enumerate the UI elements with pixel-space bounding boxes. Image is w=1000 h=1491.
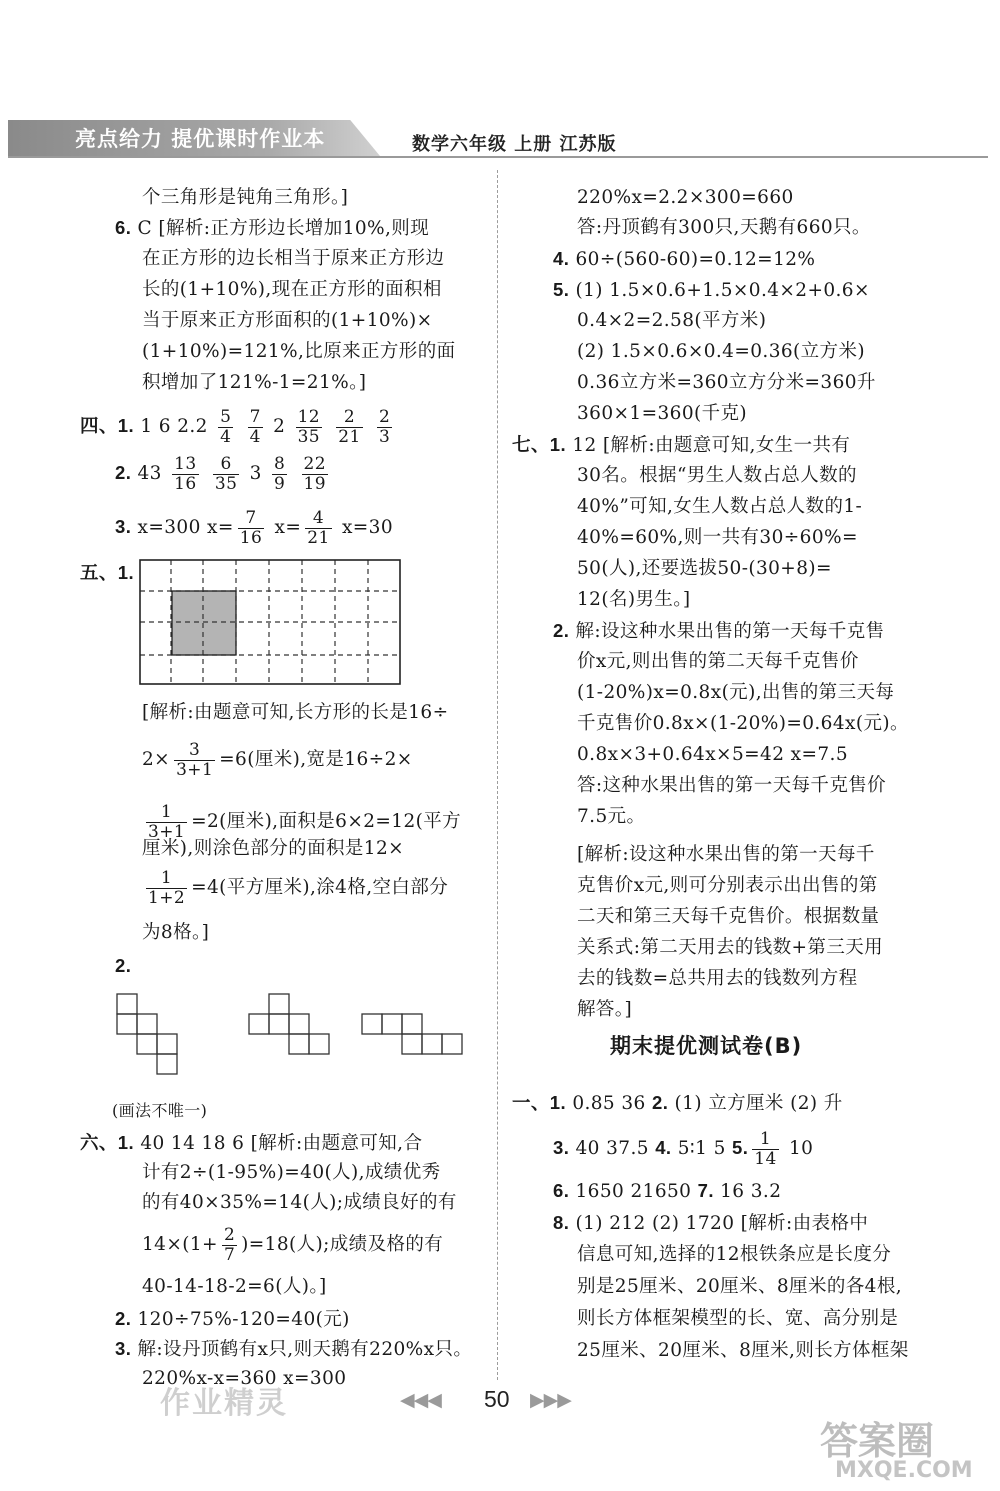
answer-line: 220%x-x=360 x=300 xyxy=(142,1368,347,1389)
answer-line: [解析:由题意可知,长方形的长是16÷ xyxy=(142,702,449,723)
fraction: $\frac{1}{14}$ xyxy=(754,1128,777,1169)
answer-line: 30名。根据“男生人数占总人数的 xyxy=(577,465,857,486)
answer-line: [解析:设这种水果出售的第一天每千 xyxy=(577,844,875,865)
answer-line: 0.36立方米=360立方分米=360升 xyxy=(577,372,876,393)
fraction: $\frac{5}{4}$ xyxy=(220,406,232,447)
answer-line: 3. 40 37.5 4. 5∶1 5 5. $\frac{1}{14}$ 10 xyxy=(553,1128,814,1169)
answer-line: (1-20%)x=0.8x(元),出售的第三天每 xyxy=(577,682,895,703)
answer-line: 七、1. 12 [解析:由题意可知,女生一共有 xyxy=(512,434,851,456)
answer-line: 7.5元。 xyxy=(577,806,646,827)
answer-line: 答:丹顶鹤有300只,天鹅有660只。 xyxy=(577,217,871,238)
prev-arrows-icon: ◀◀◀ xyxy=(400,1389,441,1411)
column-divider xyxy=(497,170,498,1380)
answer-line: 长的(1+10%),现在正方形的面积相 xyxy=(142,279,442,300)
answer-line: 2. 解:设这种水果出售的第一天每千克售 xyxy=(553,620,885,642)
fraction: $\frac{3}{3+1}$ xyxy=(176,739,214,780)
answer-line: 一、1. 0.85 36 2. (1) 立方厘米 (2) 升 xyxy=(512,1092,843,1114)
answer-line: 二天和第三天每千克售价。根据数量 xyxy=(577,906,880,927)
fraction: $\frac{12}{35}$ xyxy=(297,406,321,447)
answer-line: 千克售价0.8x×(1-20%)=0.64x(元)。 xyxy=(577,713,909,734)
answer-line: 别是25厘米、20厘米、8厘米的各4根, xyxy=(577,1276,903,1297)
fraction: $\frac{7}{4}$ xyxy=(249,406,261,447)
watermark-url: MXQE.COM xyxy=(835,1458,973,1483)
answer-line: 5. (1) 1.5×0.6+1.5×0.4×2+0.6× xyxy=(553,279,870,301)
next-arrows-icon: ▶▶▶ xyxy=(530,1389,571,1411)
fraction: $\frac{4}{21}$ xyxy=(307,507,330,548)
answer-line: 解答。] xyxy=(577,999,633,1020)
answer-line: $\frac{1}{3+1}$ =2(厘米),面积是6×2=12(平方 xyxy=(148,801,462,842)
answer-line: 360×1=360(千克) xyxy=(577,403,748,424)
drawing-note: (画法不唯一) xyxy=(112,1101,208,1120)
answer-line: 40%”可知,女生人数占总人数的1- xyxy=(577,496,863,517)
grid-figure xyxy=(138,558,402,686)
answer-line: 2. xyxy=(115,955,132,976)
answer-line: 2. 120÷75%-120=40(元) xyxy=(115,1308,350,1330)
answer-line: 50(人),还要选拔50-(30+8)= xyxy=(577,558,832,579)
cube-nets-figure xyxy=(115,990,495,1084)
answer-line: 关系式:第二天用去的钱数+第三天用 xyxy=(577,937,884,958)
fraction: $\frac{1}{1+2}$ xyxy=(148,867,186,908)
fraction: $\frac{2}{3}$ xyxy=(379,406,391,447)
shaded-region xyxy=(172,591,236,655)
answer-line: 25厘米、20厘米、8厘米,则长方体框架 xyxy=(577,1340,909,1361)
answer-line: 0.8x×3+0.64x×5=42 x=7.5 xyxy=(577,744,849,765)
fraction: $\frac{2}{7}$ xyxy=(223,1224,236,1265)
answer-line: 四、1. 1 6 2.2 $\frac{5}{4}$ $\frac{7}{4}$ 2 $\frac{12}{35}$ $\frac{2}{21}$ $\frac{2}{3}$ xyxy=(80,406,391,447)
fraction: $\frac{1}{3+1}$ xyxy=(148,801,186,842)
answer-line: 2× $\frac{3}{3+1}$ =6(厘米),宽是16÷2× xyxy=(142,739,413,780)
fraction: $\frac{2}{21}$ xyxy=(338,406,361,447)
header-rule xyxy=(8,156,988,158)
book-title: 亮点给力 提优课时作业本 xyxy=(75,127,326,151)
answer-line: 积增加了121%-1=21%。] xyxy=(142,372,367,393)
answer-line: 40-14-18-2=6(人)。] xyxy=(142,1276,327,1297)
answer-line: 六、1. 40 14 18 6 [解析:由题意可知,合 xyxy=(80,1132,423,1154)
answer-line: 3. x=300 x= $\frac{7}{16}$ x= $\frac{4}{21}$ x=30 xyxy=(115,507,394,548)
answer-line: $\frac{1}{1+2}$ =4(平方厘米),涂4格,空白部分 xyxy=(148,867,449,908)
answer-line: 在正方形的边长相当于原来正方形边 xyxy=(142,248,445,269)
answer-line: 个三角形是钝角三角形。] xyxy=(142,187,349,208)
answer-line: 6. C [解析:正方形边长增加10%,则现 xyxy=(115,217,430,239)
section-label: 五、1. xyxy=(80,562,135,583)
answer-line: 220%x=2.2×300=660 xyxy=(577,187,794,208)
section-title: 期末提优测试卷(B) xyxy=(610,1034,803,1058)
answer-line: 4. 60÷(560-60)=0.12=12% xyxy=(553,248,816,270)
answer-line: 为8格。] xyxy=(142,922,210,943)
answer-line: 当于原来正方形面积的(1+10%)× xyxy=(142,310,433,331)
answer-line: (2) 1.5×0.6×0.4=0.36(立方米) xyxy=(577,341,865,362)
fraction: $\frac{7}{16}$ xyxy=(239,507,263,548)
answer-line: (1+10%)=121%,比原来正方形的面 xyxy=(142,341,456,362)
watermark-left: 作业精灵 xyxy=(160,1386,288,1421)
answer-line: 去的钱数=总共用去的钱数列方程 xyxy=(577,968,858,989)
fraction: $\frac{22}{19}$ xyxy=(303,453,326,494)
answer-line: 厘米),则涂色部分的面积是12× xyxy=(142,838,405,859)
answer-line: 的有40×35%=14(人);成绩良好的有 xyxy=(142,1192,457,1213)
page-number: 50 xyxy=(484,1386,510,1412)
answer-line: 答:这种水果出售的第一天每千克售价 xyxy=(577,775,887,796)
answer-line: 14×(1+ $\frac{2}{7}$ )=18(人);成绩及格的有 xyxy=(142,1224,444,1265)
answer-line: 克售价x元,则可分别表示出出售的第 xyxy=(577,875,878,896)
answer-line: 价x元,则出售的第二天每千克售价 xyxy=(577,651,859,672)
answer-line: 6. 1650 21650 7. 16 3.2 xyxy=(553,1180,782,1202)
answer-line: 8. (1) 212 (2) 1720 [解析:由表格中 xyxy=(553,1212,869,1234)
answer-line: 信息可知,选择的12根铁条应是长度分 xyxy=(577,1244,892,1265)
answer-line: 3. 解:设丹顶鹤有x只,则天鹅有220%x只。 xyxy=(115,1338,473,1360)
answer-line: 计有2÷(1-95%)=40(人),成绩优秀 xyxy=(142,1162,441,1183)
book-subject: 数学六年级 上册 江苏版 xyxy=(412,134,617,155)
answer-line: 40%=60%,则一共有30÷60%= xyxy=(577,527,858,548)
fraction: $\frac{6}{35}$ xyxy=(214,453,238,494)
answer-line: 2. 43 $\frac{13}{16}$ $\frac{6}{35}$ 3 $\frac{8}{9}$ $\frac{22}{19}$ xyxy=(115,453,326,494)
answer-line: 0.4×2=2.58(平方米) xyxy=(577,310,767,331)
answer-line: 12(名)男生。] xyxy=(577,589,691,610)
fraction: $\frac{8}{9}$ xyxy=(274,453,286,494)
fraction: $\frac{13}{16}$ xyxy=(174,453,197,494)
answer-line: 则长方体框架模型的长、宽、高分别是 xyxy=(577,1308,899,1329)
watermark-logo: 答案圈 xyxy=(820,1419,935,1463)
